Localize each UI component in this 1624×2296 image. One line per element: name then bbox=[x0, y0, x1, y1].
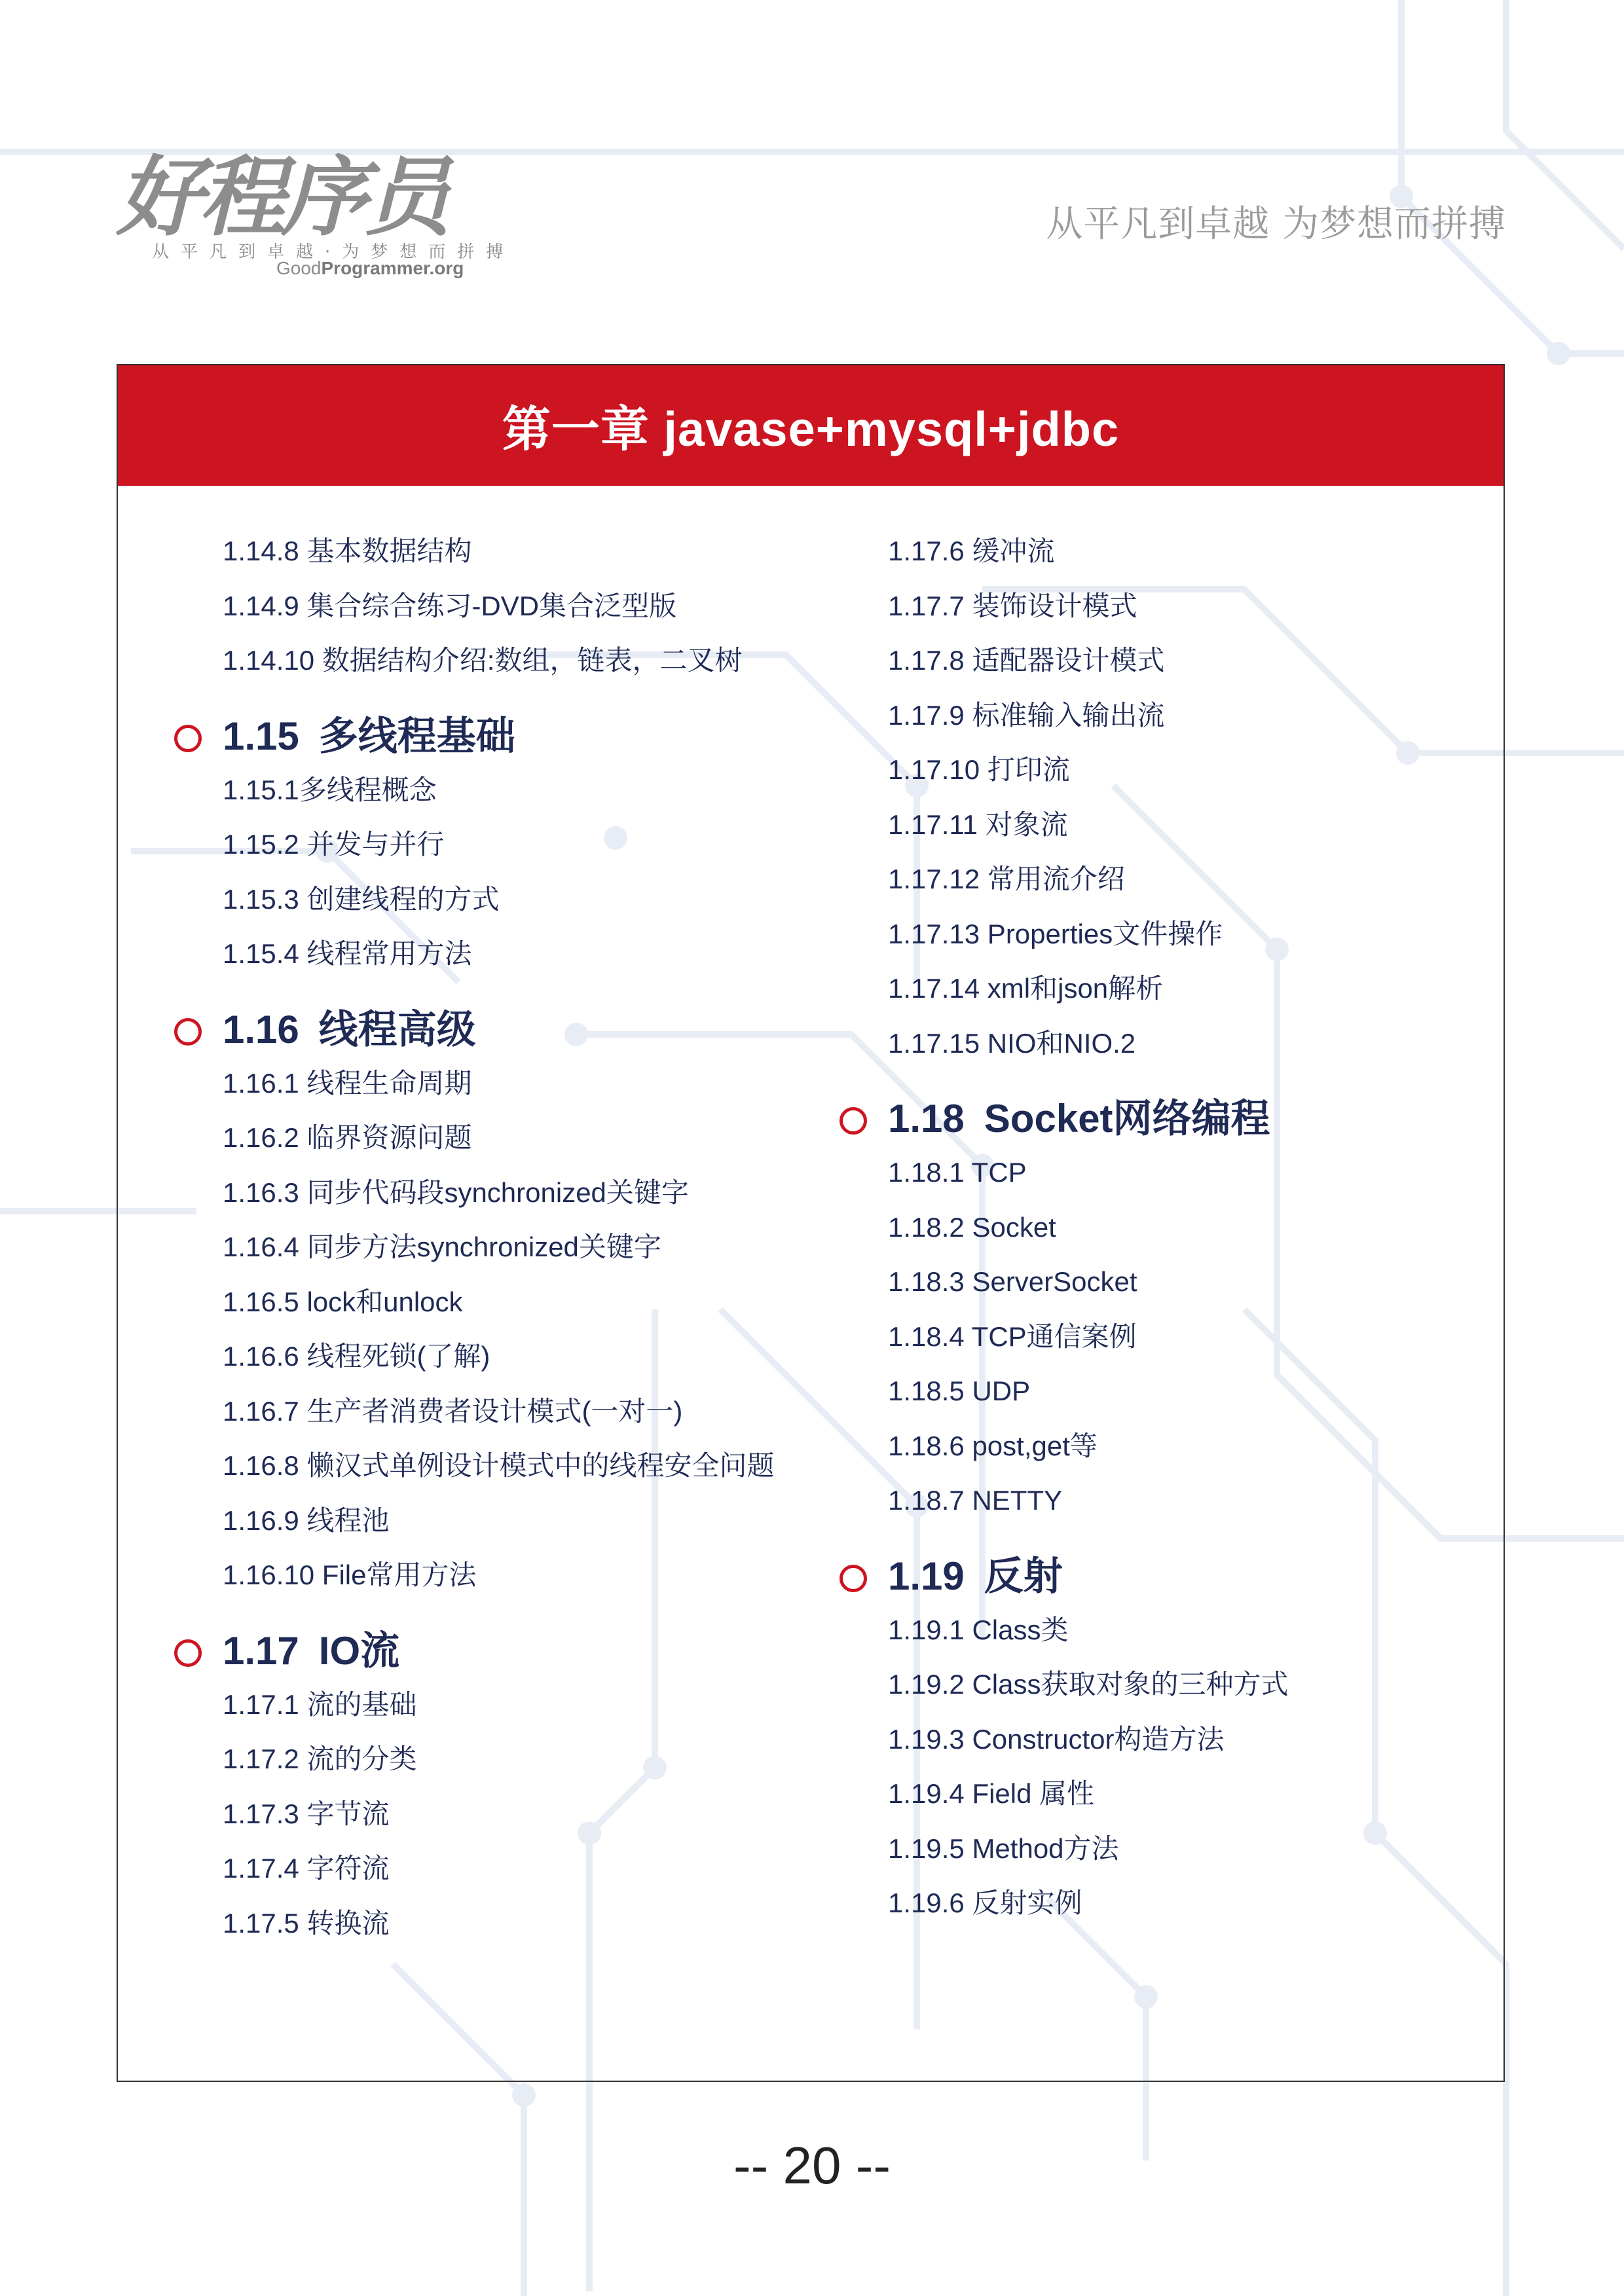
circle-bullet-icon bbox=[174, 1639, 202, 1667]
toc-item: 1.19.6 反射实例 bbox=[888, 1887, 1082, 1918]
toc-item: 1.18.7 NETTY bbox=[888, 1485, 1063, 1516]
toc-item: 1.19.3 Constructor构造方法 bbox=[888, 1723, 1225, 1755]
toc-item: 1.16.1 线程生命周期 bbox=[223, 1067, 472, 1099]
toc-item: 1.18.6 post,get等 bbox=[888, 1430, 1098, 1461]
section-number: 1.18 bbox=[888, 1097, 965, 1140]
toc-right-column bbox=[783, 530, 1288, 1937]
circle-bullet-icon bbox=[174, 725, 202, 752]
toc-item: 1.19.5 Method方法 bbox=[888, 1832, 1119, 1864]
toc-section-heading bbox=[118, 695, 774, 767]
logo-slogan: 从平凡到卓越·为梦想而拼搏 bbox=[152, 242, 515, 262]
toc-item: 1.16.6 线程死锁(了解) bbox=[223, 1341, 490, 1372]
toc-section-heading bbox=[118, 988, 774, 1060]
toc-item: 1.17.4 字符流 bbox=[223, 1853, 390, 1884]
toc-item: 1.16.4 同步方法synchronized关键字 bbox=[223, 1231, 661, 1262]
toc-item: 1.16.7 生产者消费者设计模式(一对一) bbox=[223, 1395, 683, 1427]
section-number: 1.19 bbox=[888, 1554, 965, 1598]
logo-url-prefix: Good bbox=[276, 258, 322, 278]
toc-item: 1.19.1 Class类 bbox=[888, 1614, 1069, 1645]
toc-item: 1.18.2 Socket bbox=[888, 1211, 1056, 1243]
toc-item: 1.17.10 打印流 bbox=[888, 754, 1070, 785]
toc-item: 1.18.4 TCP通信案例 bbox=[888, 1321, 1137, 1352]
circle-bullet-icon bbox=[174, 1018, 202, 1046]
section-title: 多线程基础 bbox=[318, 714, 515, 758]
toc-item: 1.16.3 同步代码段synchronized关键字 bbox=[223, 1176, 689, 1208]
toc-item: 1.17.2 流的分类 bbox=[223, 1743, 417, 1774]
logo-url bbox=[276, 258, 464, 279]
toc-item: 1.16.8 懒汉式单例设计模式中的线程安全问题 bbox=[223, 1450, 775, 1481]
toc-item: 1.17.7 装饰设计模式 bbox=[888, 590, 1137, 621]
circle-bullet-icon bbox=[840, 1107, 867, 1135]
chapter-title: 第一章 javase+mysql+jdbc bbox=[502, 402, 1120, 456]
page-number: -- 20 -- bbox=[733, 2136, 891, 2195]
section-title: 反射 bbox=[984, 1554, 1063, 1598]
section-title: 线程高级 bbox=[318, 1007, 476, 1051]
toc-item: 1.17.14 xml和json解析 bbox=[888, 973, 1164, 1004]
toc-item: 1.16.9 线程池 bbox=[223, 1504, 390, 1536]
toc-left-column bbox=[118, 530, 774, 1957]
toc-item: 1.17.8 适配器设计模式 bbox=[888, 645, 1165, 676]
section-number: 1.15 bbox=[223, 714, 299, 758]
logo-url-bold: Programmer.org bbox=[321, 258, 464, 278]
toc-item: 1.17.11 对象流 bbox=[888, 809, 1068, 840]
toc-item: 1.17.13 Properties文件操作 bbox=[888, 918, 1223, 949]
toc-item: 1.17.5 转换流 bbox=[223, 1907, 390, 1939]
toc-item: 1.15.1多线程概念 bbox=[223, 774, 437, 805]
toc-item: 1.19.4 Field 属性 bbox=[888, 1778, 1095, 1809]
toc-section-heading bbox=[783, 1535, 1288, 1607]
toc-item: 1.14.10 数据结构介绍:数组，链表，二叉树 bbox=[223, 645, 743, 676]
logo-wordmark: 好程序员 bbox=[117, 147, 447, 248]
toc-section-heading bbox=[783, 1077, 1288, 1149]
page-header bbox=[0, 0, 1624, 340]
section-number: 1.16 bbox=[223, 1007, 299, 1051]
toc-item: 1.17.1 流的基础 bbox=[223, 1688, 417, 1720]
toc-item: 1.17.12 常用流介绍 bbox=[888, 864, 1125, 894]
toc-item: 1.15.3 创建线程的方式 bbox=[223, 883, 500, 915]
toc-item: 1.17.9 标准输入输出流 bbox=[888, 699, 1165, 731]
chapter-title-bar bbox=[118, 365, 1504, 486]
toc-section-heading bbox=[118, 1609, 774, 1681]
brand-logo bbox=[117, 147, 515, 283]
toc-item: 1.18.1 TCP bbox=[888, 1157, 1027, 1188]
circle-bullet-icon bbox=[840, 1565, 867, 1592]
toc-frame bbox=[117, 364, 1505, 2082]
section-title: Socket网络编程 bbox=[984, 1097, 1270, 1140]
section-title: IO流 bbox=[318, 1628, 400, 1673]
toc-item: 1.17.15 NIO和NIO.2 bbox=[888, 1027, 1136, 1059]
toc-item: 1.18.3 ServerSocket bbox=[888, 1266, 1137, 1297]
toc-item: 1.15.4 线程常用方法 bbox=[223, 938, 472, 969]
toc-item: 1.15.2 并发与并行 bbox=[223, 829, 445, 860]
toc-item: 1.16.2 临界资源问题 bbox=[223, 1122, 472, 1153]
section-number: 1.17 bbox=[223, 1628, 299, 1673]
toc-item: 1.19.2 Class获取对象的三种方式 bbox=[888, 1669, 1289, 1700]
toc-item: 1.14.9 集合综合练习-DVD集合泛型版 bbox=[223, 590, 677, 621]
header-tagline: 从平凡到卓越 为梦想而拼搏 bbox=[1046, 203, 1506, 246]
toc-item: 1.18.5 UDP bbox=[888, 1376, 1031, 1406]
toc-item: 1.17.6 缓冲流 bbox=[888, 536, 1055, 566]
toc-item: 1.14.8 基本数据结构 bbox=[223, 536, 472, 566]
toc-item: 1.16.5 lock和unlock bbox=[223, 1286, 463, 1317]
toc-item: 1.17.3 字节流 bbox=[223, 1798, 390, 1829]
toc-item: 1.16.10 File常用方法 bbox=[223, 1559, 477, 1590]
